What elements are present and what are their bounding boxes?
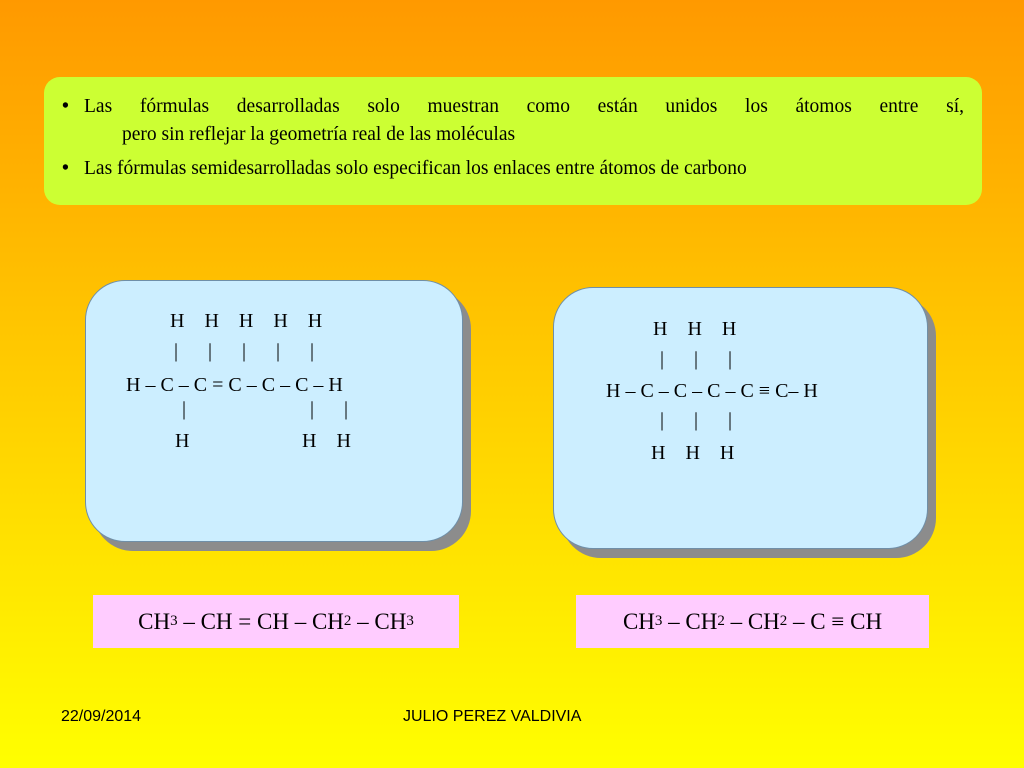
mol1-top-hydrogens: H H H H H: [170, 310, 323, 332]
bullet-item-1: [62, 93, 964, 149]
semi-developed-formula-2: CH 3 – CH 2 – CH 2 – C ≡ CH: [576, 595, 929, 648]
mol2-top-bonds: | | |: [660, 348, 733, 370]
footer-date: 22/09/2014: [61, 708, 142, 725]
structure-panel-1: [85, 280, 463, 542]
mol2-bottom-hydrogens: H H H: [651, 442, 735, 464]
bullet-item-2: [62, 155, 964, 183]
structure-panel-2: [553, 287, 928, 549]
mol1-bottom-bond-a: |: [182, 398, 187, 420]
structural-formula-1: [86, 281, 351, 461]
mol2-top-hydrogens: H H H: [653, 318, 737, 340]
bullet-2-text: Las fórmulas semidesarrolladas solo especifican los enlaces entre átomos de carbono: [84, 158, 747, 179]
structural-formula-2: [554, 288, 818, 464]
mol2-carbon-chain: H – C – C – C – C ≡ C– H: [606, 380, 818, 402]
mol1-bottom-hydrogens-b: H H: [302, 430, 351, 452]
bullet-1-line-1: Las fórmulas desarrolladas solo muestran como están unidos los átomos entre sí,: [84, 96, 964, 117]
bullet-icon: •: [62, 96, 69, 117]
semi-developed-formula-1: CH 3 – CH = CH – CH 2 – CH 3: [93, 595, 459, 648]
mol1-bottom-bonds-b: | |: [310, 398, 349, 420]
notes-box: [44, 77, 982, 205]
mol2-bottom-bonds: | | |: [660, 409, 733, 431]
bullet-1-line-2: pero sin reflejar la geometría real de las moléculas: [122, 124, 516, 145]
bullet-icon: •: [62, 158, 69, 179]
mol1-bottom-hydrogen-a: H: [175, 430, 190, 452]
footer-author: JULIO PEREZ VALDIVIA: [403, 708, 582, 725]
mol1-carbon-chain: H – C – C = C – C – C – H: [126, 374, 343, 396]
mol1-top-bonds: | | | | |: [174, 340, 315, 362]
